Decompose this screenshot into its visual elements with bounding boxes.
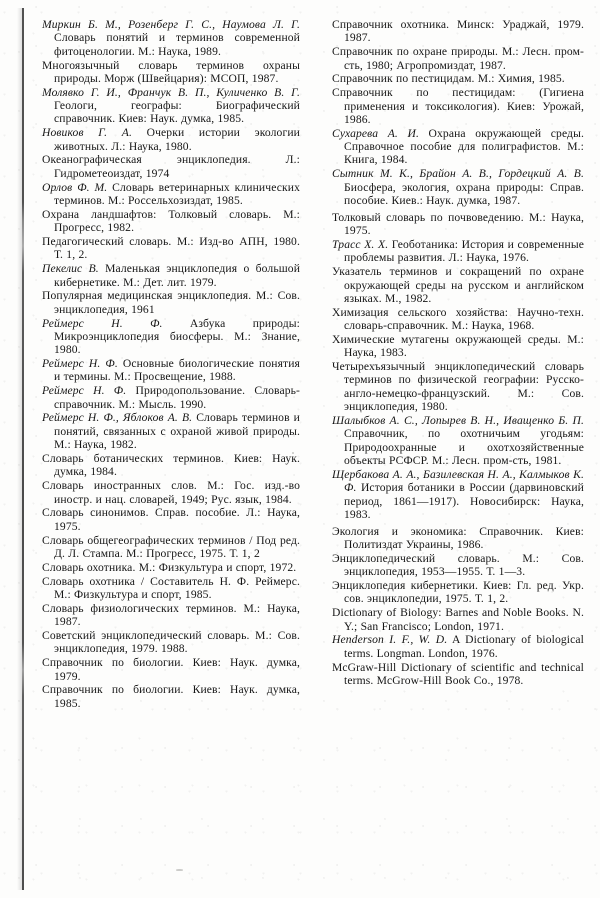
entry-title: Химизация сельского хозяйства: Научно-техн. словарь-справочник. М.: Наука, 1968. [332, 305, 584, 333]
entry-title: Геоботаника: История и современные проблемы развития. Л.: Наука, 1976. [344, 238, 584, 265]
bibliography-entry [42, 683, 300, 710]
bibliography-entry [332, 633, 584, 660]
bibliography-entry [42, 289, 300, 316]
entry-title: Словарь терминов и понятий, связанных с охраной живой природы. М.: Наука, 1982. [54, 411, 300, 452]
entry-title: Многоязычный словарь терминов охраны природы. Морж (Швейцария): МСОП, 1987. [42, 58, 300, 85]
entry-author: Новиков Г. А. [42, 126, 132, 140]
bibliography-entry [42, 59, 300, 86]
entry-title: Справочник по пестицидам: (Гигиена применения и токсикология). Киев: Урожай, 1986. [332, 86, 584, 126]
bibliography-entry [332, 525, 584, 552]
bibliography-entry [42, 561, 300, 574]
bibliography-entry [42, 602, 300, 629]
entry-author: Миркин Б. М., Розенберг Г. С., Наумова Л. Г. [42, 18, 300, 31]
entry-title: Справочник по биологии. Киев: Наук. думка, 1979. [42, 656, 300, 683]
entry-title: Справочник по охране природы. М.: Лесн. пром-сть, 1980; Агропромиздат, 1987. [332, 45, 584, 72]
bibliography-entry [332, 333, 584, 360]
bibliography-entry [332, 238, 584, 265]
entry-title: Словарь иностранных слов. М.: Гос. изд.-во иностр. и нац. словарей, 1949; Рус. язык, 1984. [42, 479, 300, 506]
entry-title: Азбука природы: Микроэнциклопедия биосферы. М.: Знание, 1980. [54, 316, 300, 357]
entry-author: Щербакова А. А., Базилевская Н. А., Калмыков К. Ф. [332, 467, 584, 495]
entry-title: Экология и экономика: Справочник. Киев: Политиздат Украины, 1986. [332, 524, 584, 552]
entry-title: Советский энциклопедический словарь. М.: Сов. энциклопедия, 1979. 1988. [42, 628, 300, 656]
bibliography-entry [332, 18, 584, 45]
bibliography-entry [332, 265, 584, 305]
entry-author: Реймерс Н. Ф. [42, 384, 127, 398]
entry-title: Dictionary of Biology: Barnes and Noble Books. N. Y.; San Francisco; London, 1971. [332, 606, 584, 633]
entry-title: Педагогический словарь. М.: Изд-во АПН, 1980. Т. 1, 2. [42, 235, 300, 262]
entry-title: Маленькая энциклопедия о большой кибернетике. М.: Дет. лит. 1979. [54, 262, 301, 289]
bibliography-entry [332, 414, 584, 467]
bibliography-entry [42, 235, 300, 262]
entry-author: Трасс X. X. [332, 238, 389, 251]
bibliography-entry [42, 506, 300, 533]
entry-title: Очерки истории экологии животных. Л.: Наука, 1980. [54, 126, 300, 153]
entry-author: Орлов Ф. М. [42, 180, 108, 194]
entry-title: Охрана окружающей среды. Справочное пособие для полиграфистов. М.: Книга, 1984. [344, 126, 584, 167]
bibliography-entry [332, 167, 584, 207]
bibliography-entry [42, 479, 300, 506]
entry-author: Реймерс Н. Ф. [42, 316, 163, 330]
entry-title: Биосфера, экология, охрана природы: Справ. пособие. Киев.: Наук. думка, 1987. [344, 180, 584, 207]
bibliography-entry [42, 629, 300, 656]
bibliography-entry [42, 262, 300, 289]
entry-author: Henderson I. F., W. D. [332, 633, 448, 647]
bibliography-column-right [332, 18, 584, 898]
entry-title: Природопользование. Словарь-справочник. М.: Мысль. 1990. [54, 384, 300, 411]
entry-title: Словарь ботанических терминов. Киев: Наук. думка, 1984. [42, 452, 300, 479]
bibliography-entry [42, 86, 300, 126]
entry-title: Энциклопедия кибернетики. Киев: Гл. ред. Укр. сов. энциклопедии, 1975. Т. 1, 2. [332, 579, 584, 606]
entry-title: Словарь ветеринарных клинических терминов. М.: Россельхозиздат, 1985. [54, 180, 300, 207]
entry-title: Толковый словарь по почвоведению. М.: Наука, 1975. [332, 210, 584, 238]
entry-title: Популярная медицинская энциклопедия. М.: Сов. энциклопедия, 1961 [42, 289, 300, 316]
entry-title: Энциклопедический словарь. М.: Сов. энциклопедия, 1953—1955. Т. 1—3. [332, 551, 584, 579]
bibliography-entry [332, 127, 584, 167]
entry-title: Указатель терминов и сокращений по охране окружающей среды на русском и английском языках. М., 1982. [332, 265, 584, 305]
entry-author: Сухарева А. И. [332, 126, 419, 140]
bibliography-entry [42, 384, 300, 411]
entry-author: Молявко Г. И., Франчук В. П., Куличенко В. Г. [42, 85, 300, 99]
entry-author: Реймерс Н. Ф., Яблоков А. В. [42, 411, 193, 425]
entry-title: Основные биологические понятия и термины. М.: Просвещение, 1988. [54, 357, 301, 384]
bibliography-entry [42, 411, 300, 451]
entry-title: Словарь охотника. М.: Физкультура и спорт, 1972. [42, 560, 297, 574]
bibliography-entry [332, 86, 584, 126]
entry-title: Словарь физиологических терминов. М.: Наука, 1987. [42, 601, 300, 629]
bibliography-entry [332, 661, 584, 688]
bibliography-entry [332, 579, 584, 606]
bibliography-entry [332, 606, 584, 633]
entry-title: Геологи, географы: Биографический справочник. Киев: Наук. думка, 1985. [54, 99, 300, 126]
bibliography-entry [42, 18, 300, 58]
entry-title: Справочник по биологии. Киев: Наук. думка, 1985. [42, 683, 300, 710]
bibliography-entry [332, 306, 584, 333]
entry-title: Охрана ландшафтов: Толковый словарь. М.: Прогресс, 1982. [42, 207, 300, 235]
bibliography-entry [42, 357, 300, 384]
entry-title: Словарь охотника / Составитель Н. Ф. Реймерс. М.: Физкультура и спорт, 1985. [42, 574, 300, 601]
bibliography-entry [42, 181, 300, 208]
bibliography-entry [332, 552, 584, 579]
entry-author: Пекелис В. [42, 262, 99, 276]
entry-title: Словарь синонимов. Справ. пособие. Л.: Наука, 1975. [42, 506, 300, 533]
bibliography-entry [42, 534, 300, 561]
bibliography-entry [42, 656, 300, 683]
entry-title: Словарь понятий и терминов современной фитоценологии. М.: Наука, 1989. [54, 31, 300, 58]
bibliography-entry [332, 360, 584, 413]
entry-title: Четырехъязычный энциклопедический словарь терминов по физической географии: Русско-англо-немецко-французский. М.: Сов. энциклопедия, 1980. [332, 360, 584, 414]
entry-title: Океанографическая энциклопедия. Л.: Гидрометеоиздат, 1974 [42, 153, 300, 180]
entry-title: Справочник по пестицидам. М.: Химия, 1985. [332, 72, 565, 86]
bibliography-entry [42, 575, 300, 602]
entry-title: Справочник, по охотничьим угодьям: Природоохранные и охотхозяйственные объекты РСФСР. М.: Лесн. пром-сть, 1981. [344, 427, 584, 467]
bibliography-column-left [42, 18, 300, 898]
entry-title: Словарь общегеографических терминов / Под ред. Д. Л. Стампа. М.: Прогресс, 1975. Т. 1, 2 [42, 533, 300, 560]
bibliography-entry [332, 468, 584, 521]
bibliography-entry [332, 211, 584, 238]
entry-author: Сытник М. К., Брайон А. В., Гордецкий А. В. [332, 167, 584, 181]
bibliography-entry [42, 153, 300, 180]
bibliography-entry [42, 126, 300, 153]
entry-title: A Dictionary of biological terms. Longman. London, 1976. [344, 633, 584, 660]
entry-title: McGraw-Hill Dictionary of scientific and technical terms. McGrow-Hill Book Co., 1978. [332, 660, 584, 687]
entry-title: Химические мутагены окружающей среды. М.: Наука, 1983. [332, 332, 584, 360]
entry-title: Справочник охотника. Минск: Ураджай, 1979. 1987. [332, 18, 584, 45]
entry-author: Реймерс Н. Ф. [42, 357, 118, 371]
bibliography-entry [332, 72, 584, 85]
bibliography-entry [42, 452, 300, 479]
entry-author: Шалыбков А. С., Лопырев В. Н., Иващенко Б. П. [332, 413, 584, 427]
bibliography-entry [42, 208, 300, 235]
bibliography-entry [332, 45, 584, 72]
bibliography-entry [42, 317, 300, 357]
entry-title: История ботаники в России (дарвиновский период, 1861—1917). Новосибирск: Наука, 1983. [344, 481, 584, 521]
